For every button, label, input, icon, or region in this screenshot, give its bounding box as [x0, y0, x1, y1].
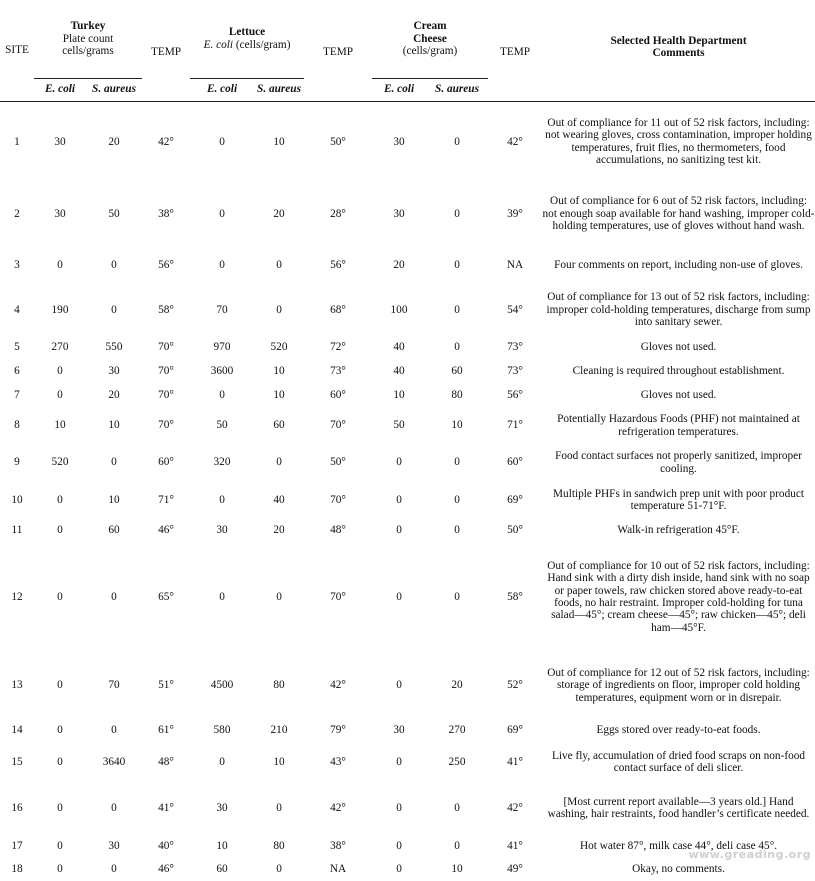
cell-site: 14: [11, 724, 23, 737]
cell-comment: [Most current report available—3 years old.] Hand washing, hair restraints, food handler’s certificate needed.: [547, 795, 810, 820]
cell-turkey-ecoli: 30: [54, 135, 66, 148]
table-row: [0, 858, 815, 881]
cell-lettuce-saureus: 20: [273, 524, 285, 537]
cell-turkey-temp: 46°: [158, 524, 174, 537]
cell-cream-ecoli: 0: [396, 755, 402, 768]
cell-cream-saureus: 0: [454, 341, 460, 354]
cell-turkey-temp: 65°: [158, 590, 174, 603]
cell-cream-saureus: 60: [451, 364, 463, 377]
cell-cream-temp: 42°: [507, 135, 523, 148]
cell-lettuce-temp: 50°: [330, 456, 346, 469]
cell-cream-saureus: 10: [451, 419, 463, 432]
cell-comment: Gloves not used.: [640, 388, 717, 401]
cell-turkey-temp: 40°: [158, 839, 174, 852]
cell-cream-ecoli: 0: [396, 679, 402, 692]
cell-cream-ecoli: 30: [393, 135, 405, 148]
cell-cream-ecoli: 0: [396, 863, 402, 876]
cell-comment: Cleaning is required throughout establishment.: [572, 364, 785, 377]
cell-lettuce-ecoli: 3600: [210, 364, 234, 377]
cell-cream-temp: 73°: [507, 341, 523, 354]
cell-turkey-saureus: 0: [111, 863, 117, 876]
cell-turkey-temp: 38°: [158, 207, 174, 220]
cell-cream-saureus: 20: [451, 679, 463, 692]
cell-site: 3: [14, 258, 20, 271]
cell-lettuce-temp: NA: [329, 863, 347, 876]
cell-cream-ecoli: 50: [393, 419, 405, 432]
cell-cream-temp: 71°: [507, 419, 523, 432]
cell-turkey-saureus: 0: [111, 456, 117, 469]
cell-cream-saureus: 0: [454, 456, 460, 469]
cell-lettuce-temp: 60°: [330, 388, 346, 401]
cell-lettuce-ecoli: 970: [213, 341, 231, 354]
header-row-2: [0, 78, 815, 101]
table-row: [0, 336, 815, 359]
cell-turkey-ecoli: 0: [57, 724, 63, 737]
cell-turkey-ecoli: 190: [51, 303, 69, 316]
cell-cream-ecoli: 0: [396, 839, 402, 852]
cell-site: 13: [11, 679, 23, 692]
cell-turkey-temp: 48°: [158, 755, 174, 768]
cell-lettuce-saureus: 20: [273, 207, 285, 220]
cell-cream-ecoli: 40: [393, 364, 405, 377]
cell-lettuce-temp: 70°: [330, 590, 346, 603]
cell-turkey-ecoli: 0: [57, 258, 63, 271]
table-row: [0, 284, 815, 336]
cell-cream-temp: 69°: [507, 493, 523, 506]
cell-lettuce-temp: 38°: [330, 839, 346, 852]
cell-turkey-ecoli: 0: [57, 801, 63, 814]
header-blank: [542, 78, 815, 101]
header-turkey-ecoli: E. coli: [34, 78, 86, 101]
cell-cream-saureus: 0: [454, 493, 460, 506]
cell-lettuce-temp: 48°: [330, 524, 346, 537]
table-row: [0, 782, 815, 834]
header-lettuce-saureus-col: S. aureus: [254, 78, 304, 101]
table-body: [0, 101, 815, 881]
cell-cream-saureus: 250: [448, 755, 466, 768]
cell-cream-ecoli: 0: [396, 456, 402, 469]
cell-turkey-ecoli: 0: [57, 364, 63, 377]
cell-cream-ecoli: 10: [393, 388, 405, 401]
header-lettuce-unit: (cells/gram): [233, 38, 291, 51]
header-turkey-sub: Plate count cells/grams: [62, 32, 114, 57]
cell-lettuce-saureus: 80: [273, 839, 285, 852]
cell-turkey-saureus: 50: [108, 207, 120, 220]
cell-turkey-temp: 70°: [158, 419, 174, 432]
cell-turkey-ecoli: 10: [54, 419, 66, 432]
cell-lettuce-temp: 79°: [330, 724, 346, 737]
cell-site: 17: [11, 839, 23, 852]
cell-cream-temp: 52°: [507, 679, 523, 692]
cell-comment: Okay, no comments.: [632, 863, 725, 876]
cell-lettuce-ecoli: 50: [216, 419, 228, 432]
cell-turkey-ecoli: 0: [57, 493, 63, 506]
cell-lettuce-ecoli: 0: [219, 388, 225, 401]
cell-comment: Potentially Hazardous Foods (PHF) not maintained at refrigeration temperatures.: [557, 413, 800, 438]
cell-lettuce-temp: 42°: [330, 679, 346, 692]
cell-turkey-ecoli: 0: [57, 388, 63, 401]
cell-turkey-ecoli: 0: [57, 755, 63, 768]
header-cream-ecoli: E. coli: [372, 78, 426, 101]
cell-site: 10: [11, 493, 23, 506]
cell-lettuce-saureus: 60: [273, 419, 285, 432]
cell-lettuce-temp: 42°: [330, 801, 346, 814]
header-lettuce-title: Lettuce: [228, 26, 266, 39]
cell-lettuce-saureus: 10: [273, 755, 285, 768]
cell-site: 4: [14, 303, 20, 316]
cell-lettuce-ecoli: 0: [219, 590, 225, 603]
cell-cream-saureus: 0: [454, 801, 460, 814]
cell-turkey-saureus: 3640: [102, 755, 126, 768]
cell-lettuce-ecoli: 30: [216, 801, 228, 814]
cell-turkey-temp: 61°: [158, 724, 174, 737]
cell-lettuce-saureus: 0: [276, 590, 282, 603]
cell-turkey-temp: 71°: [158, 493, 174, 506]
cell-cream-temp: 54°: [507, 303, 523, 316]
cell-site: 6: [14, 364, 20, 377]
cell-comment: Hot water 87°, milk case 44°, deli case 45°.: [579, 839, 778, 852]
cell-site: 5: [14, 341, 20, 354]
cell-turkey-saureus: 550: [105, 341, 123, 354]
cell-turkey-saureus: 20: [108, 135, 120, 148]
cell-comment: Out of compliance for 11 out of 52 risk factors, including: not wearing gloves, cross contamination, improper holding temperatures, fruit flies, no thermometers, food accumulations, no sanitizing test kit.: [545, 116, 812, 167]
cell-turkey-saureus: 0: [111, 724, 117, 737]
cell-turkey-saureus: 10: [108, 419, 120, 432]
cell-cream-temp: 41°: [507, 839, 523, 852]
header-cream-sub: (cells/gram): [402, 44, 458, 57]
header-comments-label: Selected Health Department Comments: [610, 34, 747, 59]
cell-cream-saureus: 0: [454, 303, 460, 316]
cell-lettuce-ecoli: 30: [216, 524, 228, 537]
cell-lettuce-saureus: 10: [273, 364, 285, 377]
watermark: www.greading.org: [688, 848, 811, 861]
table-row: [0, 101, 815, 182]
cell-lettuce-ecoli: 0: [219, 755, 225, 768]
cell-comment: Food contact surfaces not properly sanitized, improper cooling.: [555, 450, 802, 475]
cell-cream-ecoli: 0: [396, 590, 402, 603]
table-row: [0, 182, 815, 246]
table-row: [0, 542, 815, 652]
table-row: [0, 719, 815, 742]
cell-turkey-saureus: 70: [108, 679, 120, 692]
cell-turkey-temp: 46°: [158, 863, 174, 876]
cell-turkey-temp: 41°: [158, 801, 174, 814]
header-turkey-title: Turkey: [70, 20, 106, 33]
cell-site: 11: [11, 524, 23, 537]
cell-cream-saureus: 0: [454, 135, 460, 148]
table-row: [0, 444, 815, 481]
cell-cream-saureus: 0: [454, 524, 460, 537]
cell-cream-ecoli: 0: [396, 801, 402, 814]
cell-site: 15: [11, 755, 23, 768]
header-blank: [304, 78, 372, 101]
cell-lettuce-temp: 70°: [330, 493, 346, 506]
cell-lettuce-saureus: 0: [276, 303, 282, 316]
cell-turkey-saureus: 60: [108, 524, 120, 537]
cell-lettuce-ecoli: 0: [219, 258, 225, 271]
cell-comment: Out of compliance for 12 out of 52 risk factors, including: storage of ingredients on floor, improper cold holding temperatures, equipment worn or in disrepair.: [547, 666, 810, 704]
header-lettuce-sub: [190, 39, 304, 51]
table-row: [0, 407, 815, 444]
cell-turkey-temp: 56°: [158, 258, 174, 271]
cell-cream-temp: 58°: [507, 590, 523, 603]
cell-cream-temp: 56°: [507, 388, 523, 401]
cell-comment: Out of compliance for 6 out of 52 risk factors, including: not enough soap available for hand washing, improper cold-holding temperatures, use of gloves without hand wash.: [542, 195, 815, 233]
table-row: [0, 481, 815, 519]
cell-cream-temp: 60°: [507, 456, 523, 469]
cell-turkey-ecoli: 270: [51, 341, 69, 354]
cell-cream-ecoli: 20: [393, 258, 405, 271]
cell-comment: Live fly, accumulation of dried food scraps on non-food contact surface of deli slicer.: [551, 749, 806, 774]
cell-lettuce-saureus: 0: [276, 456, 282, 469]
cell-lettuce-ecoli: 0: [219, 493, 225, 506]
cell-cream-ecoli: 30: [393, 207, 405, 220]
cell-site: 16: [11, 801, 23, 814]
cell-turkey-ecoli: 0: [57, 863, 63, 876]
cell-lettuce-ecoli: 4500: [210, 679, 234, 692]
table-row: [0, 742, 815, 782]
header-row-1: [0, 0, 815, 78]
cell-turkey-temp: 70°: [158, 341, 174, 354]
cell-lettuce-ecoli: 0: [219, 207, 225, 220]
cell-turkey-ecoli: 30: [54, 207, 66, 220]
cell-turkey-saureus: 0: [111, 590, 117, 603]
cell-site: 12: [11, 590, 23, 603]
cell-cream-temp: 49°: [507, 863, 523, 876]
cell-turkey-temp: 60°: [158, 456, 174, 469]
header-cream-temp: TEMP: [499, 45, 531, 58]
table-row: [0, 359, 815, 383]
header-cream-saureus: S. aureus: [426, 78, 488, 101]
table-row: [0, 246, 815, 284]
cell-cream-saureus: 0: [454, 590, 460, 603]
header-blank: [488, 78, 542, 101]
cell-site: 7: [14, 388, 20, 401]
cell-cream-saureus: 10: [451, 863, 463, 876]
cell-comment: Walk-in refrigeration 45°F.: [617, 524, 740, 537]
cell-lettuce-temp: 73°: [330, 364, 346, 377]
cell-turkey-ecoli: 0: [57, 679, 63, 692]
cell-site: 18: [11, 863, 23, 876]
cell-lettuce-saureus: 80: [273, 679, 285, 692]
cell-lettuce-ecoli: 70: [216, 303, 228, 316]
cell-cream-ecoli: 40: [393, 341, 405, 354]
header-lettuce-ecoli: E. coli: [203, 38, 234, 51]
cell-lettuce-saureus: 0: [276, 258, 282, 271]
cell-lettuce-temp: 68°: [330, 303, 346, 316]
cell-cream-saureus: 0: [454, 258, 460, 271]
cell-lettuce-saureus: 0: [276, 801, 282, 814]
header-lettuce-ecoli-col: E. coli: [190, 78, 254, 101]
cell-turkey-saureus: 30: [108, 839, 120, 852]
cell-turkey-saureus: 30: [108, 364, 120, 377]
cell-turkey-ecoli: 0: [57, 590, 63, 603]
cell-lettuce-saureus: 210: [270, 724, 288, 737]
header-cream: [372, 0, 488, 78]
cell-turkey-saureus: 20: [108, 388, 120, 401]
cell-comment: Eggs stored over ready-to-eat foods.: [596, 724, 761, 737]
cell-lettuce-ecoli: 580: [213, 724, 231, 737]
cell-turkey-ecoli: 0: [57, 524, 63, 537]
cell-comment: Multiple PHFs in sandwich prep unit with poor product temperature 51-71°F.: [553, 487, 805, 512]
header-turkey: [34, 0, 142, 78]
cell-turkey-saureus: 10: [108, 493, 120, 506]
cell-lettuce-temp: 72°: [330, 341, 346, 354]
cell-site: 8: [14, 419, 20, 432]
cell-cream-saureus: 0: [454, 839, 460, 852]
cell-turkey-saureus: 0: [111, 801, 117, 814]
table-row: [0, 519, 815, 542]
cell-cream-saureus: 0: [454, 207, 460, 220]
cell-turkey-ecoli: 0: [57, 839, 63, 852]
header-blank: [0, 78, 34, 101]
cell-lettuce-ecoli: 0: [219, 135, 225, 148]
cell-turkey-saureus: 0: [111, 303, 117, 316]
cell-cream-temp: 42°: [507, 801, 523, 814]
cell-site: 1: [14, 135, 20, 148]
cell-cream-ecoli: 100: [390, 303, 408, 316]
cell-turkey-temp: 70°: [158, 388, 174, 401]
header-lettuce: [190, 0, 304, 78]
cell-lettuce-saureus: 10: [273, 135, 285, 148]
header-turkey-temp: TEMP: [150, 45, 182, 58]
cell-site: 2: [14, 207, 20, 220]
cell-lettuce-saureus: 520: [270, 341, 288, 354]
cell-cream-saureus: 270: [448, 724, 466, 737]
cell-cream-saureus: 80: [451, 388, 463, 401]
cell-cream-ecoli: 30: [393, 724, 405, 737]
cell-cream-temp: 50°: [507, 524, 523, 537]
table-row: [0, 652, 815, 719]
cell-cream-temp: 73°: [507, 364, 523, 377]
cell-lettuce-ecoli: 320: [213, 456, 231, 469]
cell-lettuce-saureus: 0: [276, 863, 282, 876]
cell-turkey-temp: 42°: [158, 135, 174, 148]
header-turkey-saureus: S. aureus: [86, 78, 142, 101]
cell-turkey-ecoli: 520: [51, 456, 69, 469]
cell-cream-temp: 39°: [507, 207, 523, 220]
cell-cream-temp: 69°: [507, 724, 523, 737]
header-cream-title: Cream Cheese: [413, 20, 447, 45]
cell-cream-ecoli: 0: [396, 493, 402, 506]
cell-site: 9: [14, 456, 20, 469]
header-lettuce-temp: TEMP: [322, 45, 354, 58]
cell-lettuce-ecoli: 60: [216, 863, 228, 876]
header-blank: [142, 78, 190, 101]
cell-lettuce-temp: 70°: [330, 419, 346, 432]
cell-lettuce-temp: 43°: [330, 755, 346, 768]
cell-lettuce-temp: 28°: [330, 207, 346, 220]
cell-comment: Four comments on report, including non-use of gloves.: [554, 258, 803, 271]
header-site: SITE: [5, 43, 29, 56]
header-comments: [542, 0, 815, 78]
cell-lettuce-saureus: 40: [273, 493, 285, 506]
cell-lettuce-temp: 56°: [330, 258, 346, 271]
cell-lettuce-ecoli: 10: [216, 839, 228, 852]
cell-cream-temp: NA: [506, 258, 524, 271]
cell-turkey-temp: 51°: [158, 679, 174, 692]
table-row: [0, 383, 815, 407]
cell-turkey-temp: 58°: [158, 303, 174, 316]
cell-cream-ecoli: 0: [396, 524, 402, 537]
cell-lettuce-saureus: 10: [273, 388, 285, 401]
cell-turkey-temp: 70°: [158, 364, 174, 377]
cell-cream-temp: 41°: [507, 755, 523, 768]
cell-lettuce-temp: 50°: [330, 135, 346, 148]
cell-comment: Out of compliance for 10 out of 52 risk factors, including: Hand sink with a dirty dish inside, hand sink with no soap or paper towels, raw chicken stored above ready-to-eat foods, no hair restraint. Improper cold-holding for tuna salad—45°; cream cheese—45°; raw chicken—45°; deli ham—45°F.: [547, 559, 810, 634]
cell-turkey-saureus: 0: [111, 258, 117, 271]
cell-comment: Gloves not used.: [640, 341, 717, 354]
cell-comment: Out of compliance for 13 out of 52 risk factors, including: improper cold-holding temperatures, discharge from sump into sanitary sewer.: [546, 291, 811, 329]
